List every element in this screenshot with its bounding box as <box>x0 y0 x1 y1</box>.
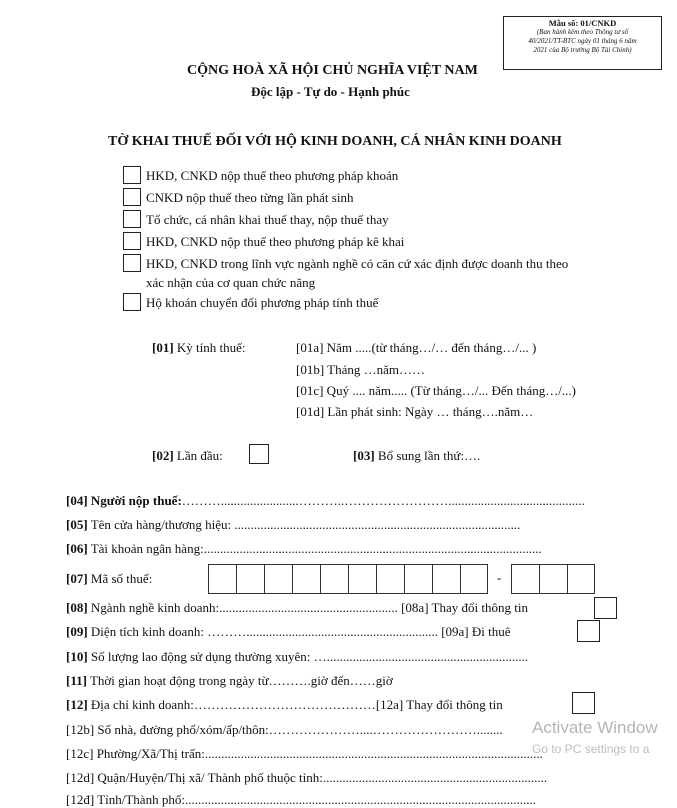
type-label-4: HKD, CNKD nộp thuế theo phương pháp kê khai <box>146 234 405 249</box>
field-business-address <box>66 697 503 713</box>
tax-period <box>152 340 246 356</box>
change-info-checkbox-08a[interactable] <box>594 597 617 619</box>
tax-period-code: [01] <box>152 340 174 355</box>
field-08a-code: [08a] <box>401 600 429 615</box>
first-time-checkbox[interactable] <box>249 444 269 464</box>
field-12d-dots[interactable]: ..................................................................... <box>322 770 548 785</box>
type-label-6: Hộ khoán chuyển đổi phương pháp tính thuế <box>146 295 379 310</box>
field-employees <box>66 649 528 665</box>
field-ward <box>66 746 543 762</box>
tin-main-input[interactable] <box>208 564 488 594</box>
field-08-label: Ngành nghề kinh doanh: <box>90 600 220 615</box>
field-04-label: Người nộp thuế: <box>90 493 182 508</box>
field-12c-code: [12c] <box>66 746 94 761</box>
field-09-dots[interactable]: ………........................................................... <box>203 624 438 639</box>
field-12-code: [12] <box>66 697 88 712</box>
field-12b-dots[interactable]: …………………....……………………........ <box>268 722 503 737</box>
field-08-dots[interactable]: ....................................................... <box>219 600 398 615</box>
field-district <box>66 770 547 786</box>
form-number-box <box>503 16 662 70</box>
period-option-01b[interactable]: [01b] Tháng …năm…… <box>296 362 426 377</box>
form-note-2: 40/2021/TT-BTC ngày 01 tháng 6 năm <box>528 37 637 45</box>
field-12-label: Địa chỉ kinh doanh: <box>90 697 194 712</box>
field-11-code: [11] <box>66 673 87 688</box>
type-checkbox-5[interactable] <box>123 254 141 272</box>
field-12dd-dots[interactable]: ............................................................................................................ <box>184 792 536 807</box>
field-09-code: [09] <box>66 624 88 639</box>
form-note-3: 2021 của Bộ trưởng Bộ Tài Chính) <box>533 46 632 54</box>
rented-checkbox-09a[interactable] <box>577 620 600 642</box>
field-08-code: [08] <box>66 600 88 615</box>
field-06-label: Tài khoản ngân hàng: <box>90 541 204 556</box>
type-checkbox-1[interactable] <box>123 166 141 184</box>
form-note-1: (Ban hành kèm theo Thông tư số <box>536 28 629 36</box>
field-12dd-code: [12đ] <box>66 792 95 807</box>
field-store-name <box>66 517 520 533</box>
supplement-label: Bổ sung lần thứ:…. <box>377 448 481 463</box>
type-label-5: HKD, CNKD trong lĩnh vực ngành nghề có căn cứ xác định được doanh thu theo <box>146 256 569 271</box>
type-label-1: HKD, CNKD nộp thuế theo phương pháp khoán <box>146 168 399 183</box>
field-07-code: [07] <box>66 571 88 586</box>
first-time-label: Lần đầu: <box>176 448 223 463</box>
field-10-code: [10] <box>66 649 88 664</box>
type-checkbox-3[interactable] <box>123 210 141 228</box>
country-heading: CỘNG HOÀ XÃ HỘI CHỦ NGHĨA VIỆT NAM <box>187 63 478 78</box>
field-12b-code: [12b] <box>66 722 95 737</box>
period-option-01d[interactable]: [01d] Lần phát sinh: Ngày … tháng….năm… <box>296 404 534 419</box>
field-12dd-label: Tỉnh/Thành phố: <box>97 792 185 807</box>
first-time <box>152 448 223 464</box>
field-business-line <box>66 600 528 616</box>
tin-suffix-input[interactable] <box>511 564 595 594</box>
supplement-code: [03] <box>353 448 375 463</box>
field-taxpayer <box>66 493 585 509</box>
field-province <box>66 792 536 808</box>
field-11-label[interactable]: Thời gian hoạt động trong ngày từ……….giờ đến……giờ <box>89 673 393 688</box>
field-12d-code: [12d] <box>66 770 95 785</box>
first-time-code: [02] <box>152 448 174 463</box>
field-10-label: Số lượng lao động sử dụng thường xuyên: <box>90 649 311 664</box>
field-05-dots[interactable]: ........................................................................................ <box>231 517 521 532</box>
field-operating-hours <box>66 673 393 689</box>
field-12c-dots[interactable]: ........................................................................................................ <box>204 746 543 761</box>
field-12a-label: Thay đổi thông tin <box>406 697 503 712</box>
tin-dash: - <box>497 570 502 585</box>
field-04-dots[interactable]: ………........................………..…………………….......................................... <box>181 493 585 508</box>
type-checkbox-4[interactable] <box>123 232 141 250</box>
tax-period-label: Kỳ tính thuế: <box>176 340 246 355</box>
field-07-label: Mã số thuế: <box>90 571 153 586</box>
field-12a-code: [12a] <box>375 697 404 712</box>
type-label-3: Tổ chức, cá nhân khai thuế thay, nộp thuế thay <box>146 212 389 227</box>
field-12c-label: Phường/Xã/Thị trấn: <box>96 746 205 761</box>
activation-watermark-hint: Go to PC settings to a <box>532 742 650 756</box>
type-label-5-cont: xác nhận của cơ quan chức năng <box>146 275 316 290</box>
field-09a-code: [09a] <box>441 624 469 639</box>
field-business-area <box>66 624 511 640</box>
field-10-dots[interactable]: ….............................................................. <box>310 649 529 664</box>
type-checkbox-2[interactable] <box>123 188 141 206</box>
field-12-dots[interactable]: …………………………………… <box>193 697 376 712</box>
field-05-label: Tên cửa hàng/thương hiệu: <box>90 517 232 532</box>
form-code: Mẫu số: 01/CNKD <box>548 18 617 28</box>
field-street <box>66 722 503 738</box>
field-04-code: [04] <box>66 493 88 508</box>
change-info-checkbox-12a[interactable] <box>572 692 595 714</box>
field-tin <box>66 571 152 587</box>
field-08a-label: Thay đổi thông tin <box>431 600 528 615</box>
supplement <box>353 448 480 464</box>
period-option-01c[interactable]: [01c] Quý .... năm..... (Từ tháng…/... Đến tháng…/...) <box>296 383 576 398</box>
type-checkbox-6[interactable] <box>123 293 141 311</box>
field-06-dots[interactable]: ........................................................................................................ <box>203 541 542 556</box>
field-12d-label: Quận/Huyện/Thị xã/ Thành phố thuộc tỉnh: <box>97 770 323 785</box>
motto-heading: Độc lập - Tự do - Hạnh phúc <box>251 84 410 99</box>
type-label-2: CNKD nộp thuế theo từng lần phát sinh <box>146 190 354 205</box>
activation-watermark: Activate Window <box>532 718 658 737</box>
field-05-code: [05] <box>66 517 88 532</box>
field-09a-label: Đi thuê <box>471 624 511 639</box>
field-06-code: [06] <box>66 541 88 556</box>
period-option-01a[interactable]: [01a] Năm .....(từ tháng…/… đến tháng…/... ) <box>296 340 537 355</box>
field-09-label: Diện tích kinh doanh: <box>90 624 204 639</box>
form-title: TỜ KHAI THUẾ ĐỐI VỚI HỘ KINH DOANH, CÁ NHÂN KINH DOANH <box>108 134 562 149</box>
field-bank-account <box>66 541 542 557</box>
field-12b-label: Số nhà, đường phố/xóm/ấp/thôn: <box>97 722 269 737</box>
